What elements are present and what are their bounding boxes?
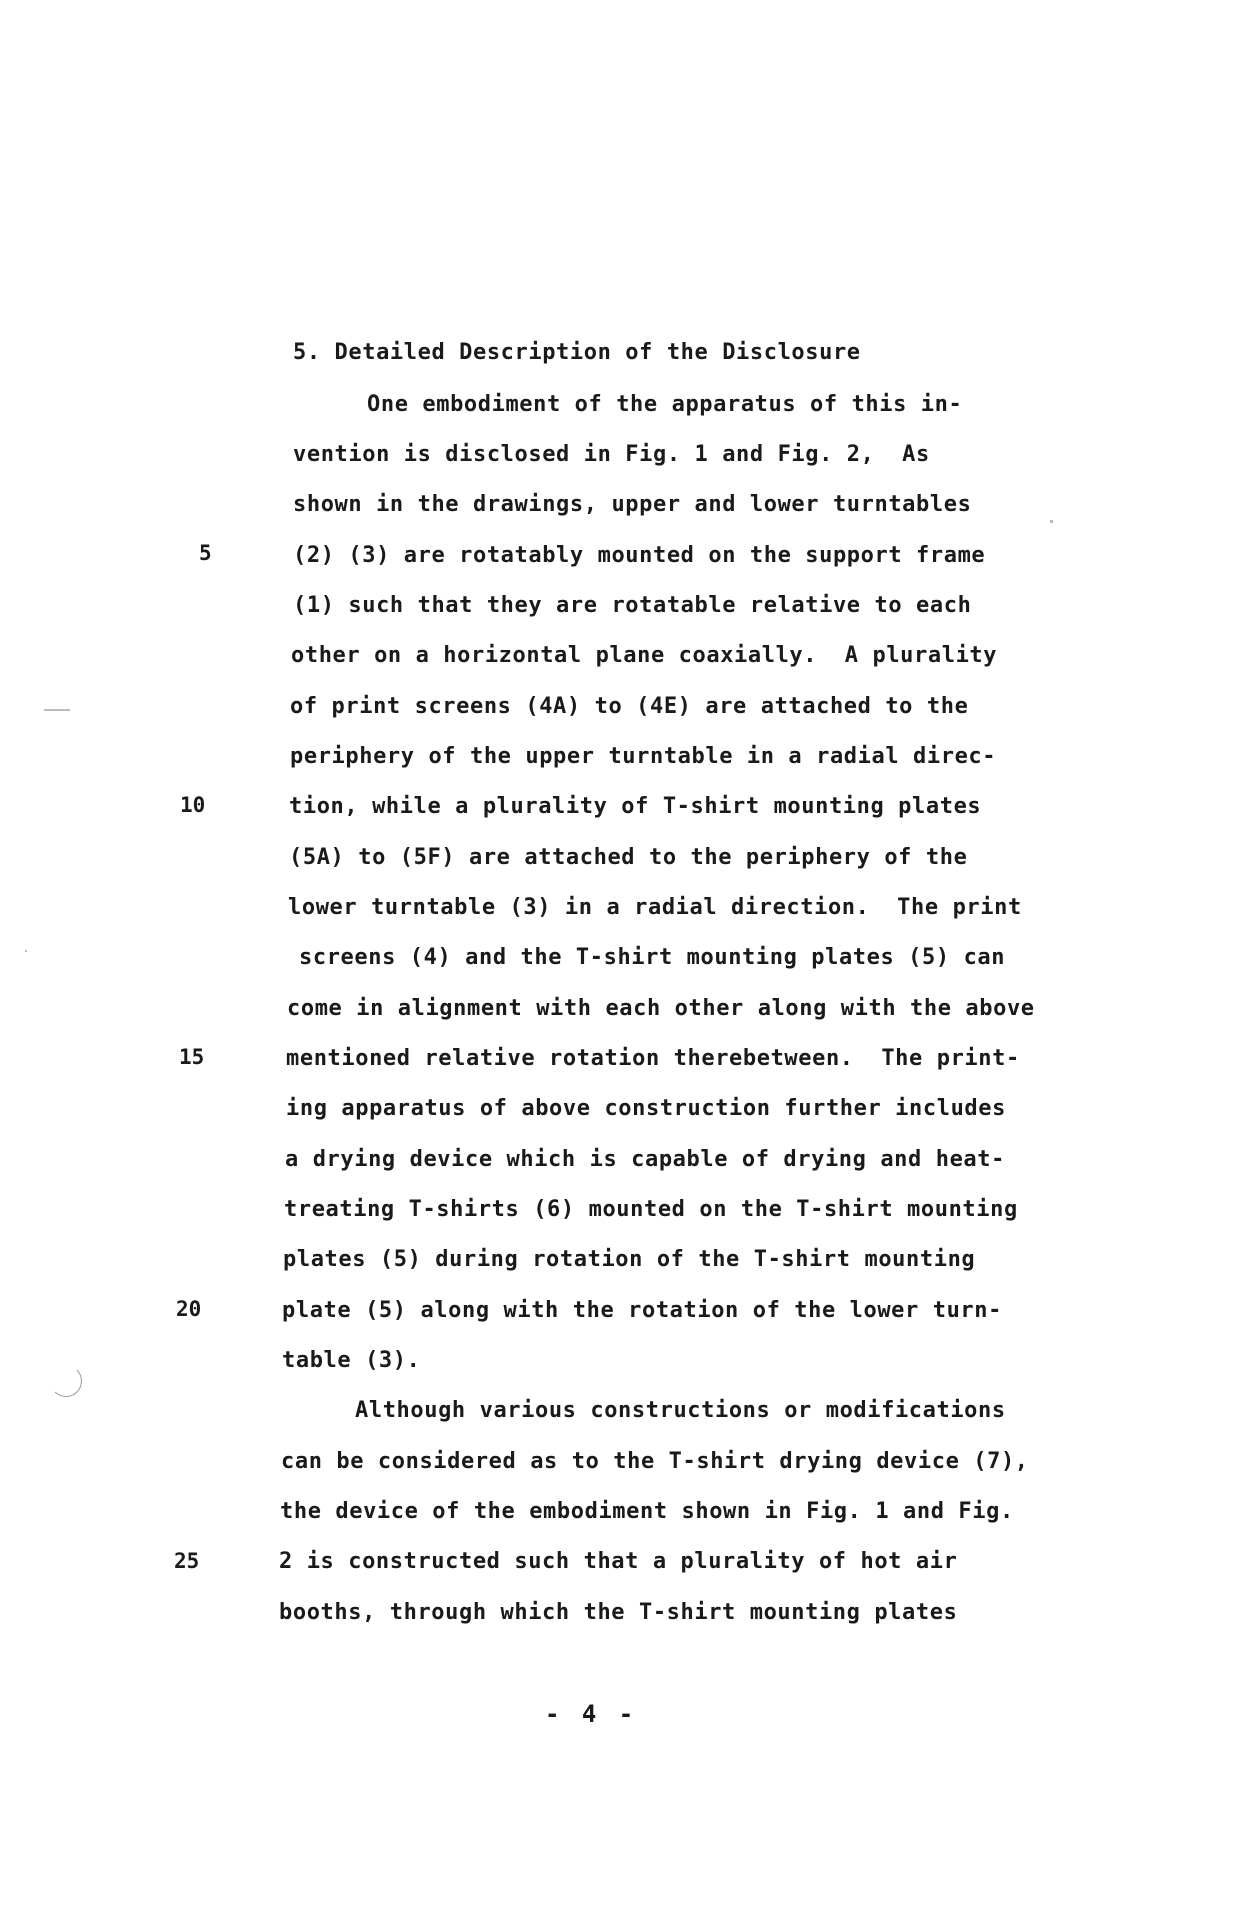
margin-line-number: 15 bbox=[179, 1045, 205, 1069]
scan-speck bbox=[44, 709, 70, 711]
text-line: tion, while a plurality of T-shirt mounting plates bbox=[289, 794, 982, 819]
text-line: the device of the embodiment shown in Fig. 1 and Fig. bbox=[280, 1499, 1014, 1524]
margin-line-number: 10 bbox=[180, 793, 206, 817]
text-line: plates (5) during rotation of the T-shirt mounting bbox=[283, 1247, 976, 1272]
text-line: lower turntable (3) in a radial direction. The print bbox=[288, 895, 1022, 920]
scan-speck bbox=[25, 950, 27, 952]
margin-line-number: 20 bbox=[176, 1297, 202, 1321]
text-line: Although various constructions or modifications bbox=[355, 1398, 1006, 1423]
scan-edge-mark bbox=[50, 1365, 82, 1397]
section-heading: 5. Detailed Description of the Disclosure bbox=[293, 340, 861, 365]
scan-speck bbox=[1050, 520, 1053, 523]
text-line: table (3). bbox=[282, 1348, 421, 1373]
text-line: screens (4) and the T-shirt mounting plates (5) can bbox=[299, 945, 1006, 970]
text-line: can be considered as to the T-shirt drying device (7), bbox=[281, 1449, 1029, 1474]
text-line: treating T-shirts (6) mounted on the T-shirt mounting bbox=[284, 1197, 1018, 1222]
text-line: mentioned relative rotation therebetween. The print- bbox=[286, 1046, 1020, 1071]
text-line: 2 is constructed such that a plurality of hot air bbox=[279, 1549, 958, 1574]
text-line: One embodiment of the apparatus of this in- bbox=[367, 392, 963, 417]
text-line: (2) (3) are rotatably mounted on the support frame bbox=[293, 543, 986, 568]
text-line: vention is disclosed in Fig. 1 and Fig. 2, As bbox=[293, 442, 930, 467]
text-line: come in alignment with each other along with the above bbox=[287, 996, 1035, 1021]
margin-line-number: 5 bbox=[199, 541, 212, 565]
text-line: (5A) to (5F) are attached to the periphery of the bbox=[289, 845, 968, 870]
text-line: plate (5) along with the rotation of the lower turn- bbox=[282, 1298, 1002, 1323]
page-number: - 4 - bbox=[545, 1700, 638, 1728]
text-line: a drying device which is capable of drying and heat- bbox=[285, 1147, 1005, 1172]
text-line: shown in the drawings, upper and lower turntables bbox=[293, 492, 972, 517]
text-line: (1) such that they are rotatable relative to each bbox=[293, 593, 972, 618]
text-line: periphery of the upper turntable in a radial direc- bbox=[290, 744, 997, 769]
text-line: other on a horizontal plane coaxially. A plurality bbox=[291, 643, 998, 668]
text-line: ing apparatus of above construction further includes bbox=[286, 1096, 1006, 1121]
text-line: of print screens (4A) to (4E) are attached to the bbox=[290, 694, 969, 719]
margin-line-number: 25 bbox=[174, 1549, 200, 1573]
text-line: booths, through which the T-shirt mounting plates bbox=[279, 1600, 958, 1625]
